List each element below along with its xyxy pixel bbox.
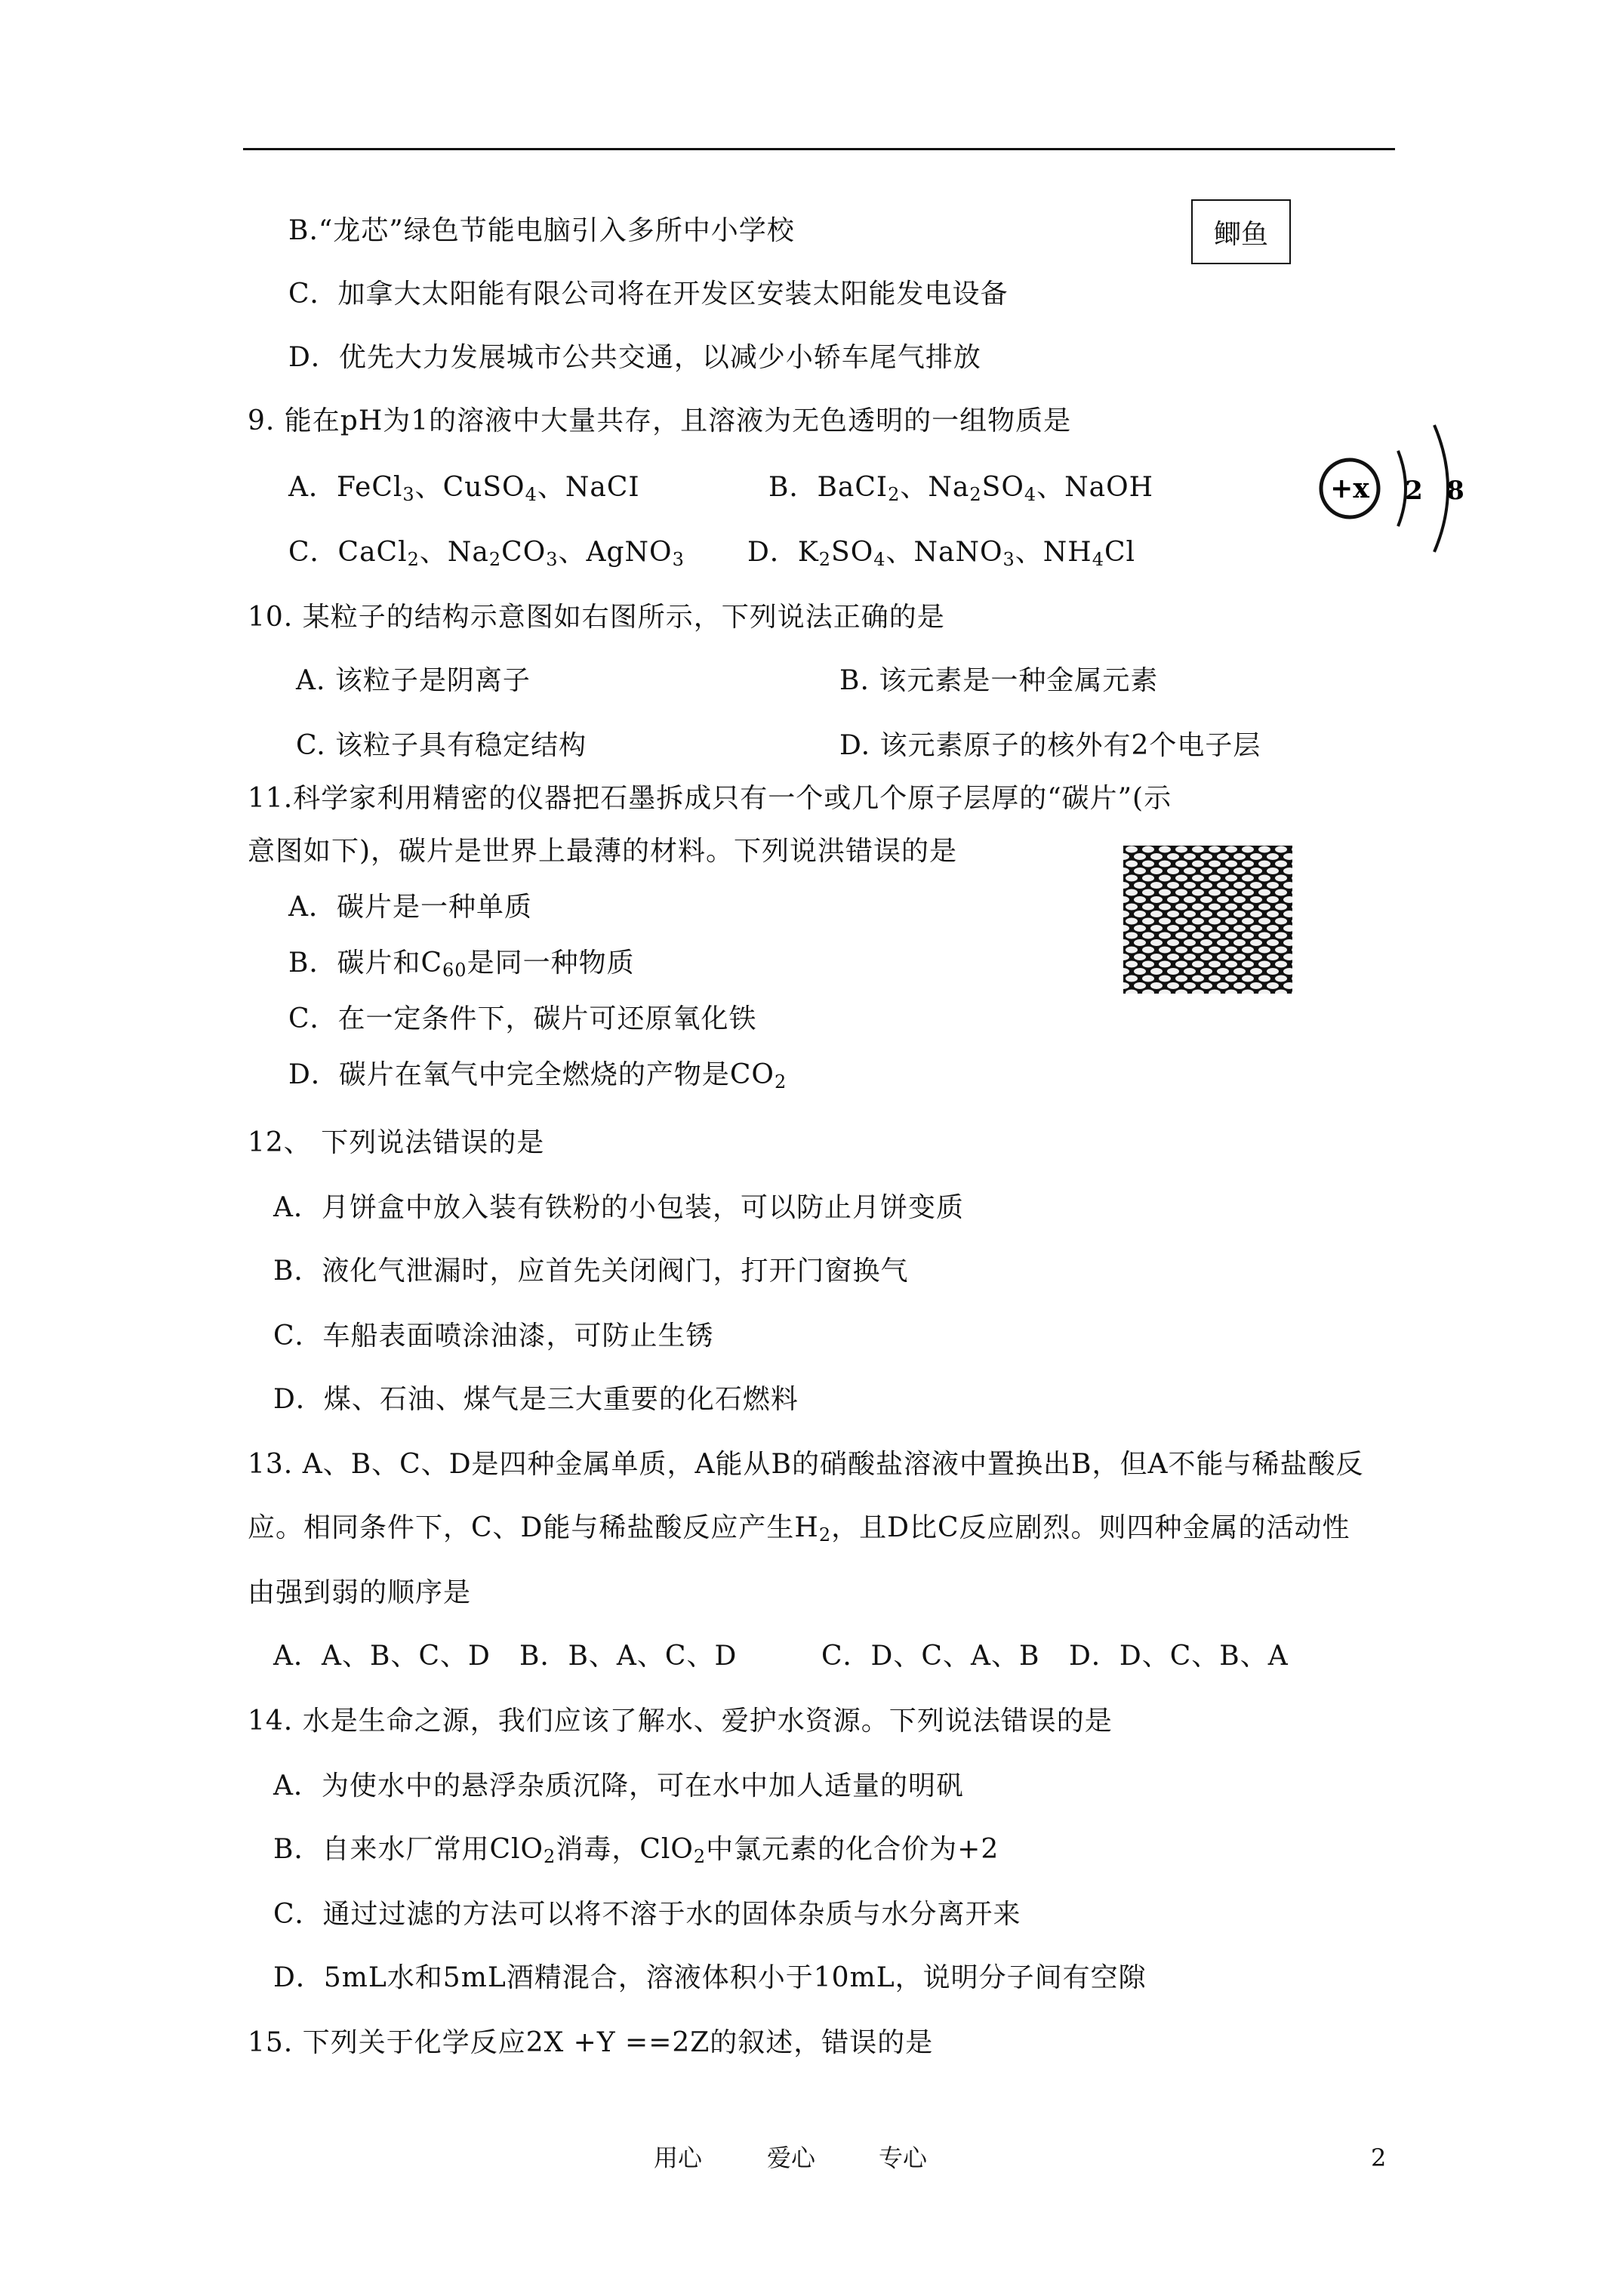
q8-option-c: C．加拿大太阳能有限公司将在开发区安装太阳能发电设备 [288,279,1009,310]
q11-option-a: A．碳片是一种单质 [288,892,532,923]
q9-option-a: A．FeCl$_3$、CuSO$_4$、NaCI [288,472,640,505]
shell-2-electrons: 8 [1446,476,1464,506]
q11-option-b: B．碳片和$C_{60}$是同一种物质 [288,948,635,981]
q11-option-d: D．碳片在氧气中完全燃烧的产物是$CO_2$ [288,1059,787,1093]
q12-option-b: B．液化气泄漏时，应首先关闭阀门，打开门窗换气 [273,1256,909,1287]
q13-option-a: A．A、B、C、D [273,1641,491,1672]
q9-option-d: D．$K_2SO_4$、NaNO$_3$、$NH_4Cl$ [747,537,1136,570]
q15-stem: 15. 下列关于化学反应2X +Y ==2Z的叙述，错误的是 [248,2027,934,2058]
q13-stem-line1: 13. A、B、C、D是四种金属单质，A能从B的硝酸盐溶液中置换出B，但A不能与稀盐酸反 [248,1449,1364,1480]
q14-option-b: B．自来水厂常用ClO$_2$消毒，ClO$_2$中氯元素的化合价为+2 [273,1834,999,1867]
q9-option-b: B．BaCI$_2$、$Na_2SO_4$、NaOH [768,472,1154,505]
q12-option-a: A．月饼盒中放入装有铁粉的小包装，可以防止月饼变质 [273,1192,964,1223]
nucleus-label: +x [1330,473,1369,504]
q8-option-d: D．优先大力发展城市公共交通，以减少小轿车尾气排放 [288,342,981,373]
shell-1-electrons: 2 [1405,476,1423,506]
graphene-image [1123,846,1292,994]
q12-stem: 12、 下列说法错误的是 [248,1127,545,1158]
q10-option-c: C. 该粒子具有稳定结构 [296,730,587,761]
side-box [1191,199,1291,264]
q10-option-b: B. 该元素是一种金属元素 [839,665,1159,696]
q11-option-c: C．在一定条件下，碳片可还原氧化铁 [288,1003,757,1034]
page-number: 2 [1371,2143,1387,2172]
q11-stem-line1: 11.科学家利用精密的仪器把石墨拆成只有一个或几个原子层厚的“碳片”(示 [248,783,1172,814]
q13-option-b: B．B、A、C、D [519,1641,738,1672]
q13-stem-line2: 应。相同条件下，C、D能与稀盐酸反应产生$H_2$，且D比C反应剧烈。则四种金属的活动性 [248,1512,1350,1546]
q10-option-d: D. 该元素原子的核外有2个电子层 [839,730,1261,761]
footer-word-3: 专心 [879,2143,928,2172]
atom-structure-diagram [1313,411,1487,562]
q10-stem: 10. 某粒子的结构示意图如右图所示，下列说法正确的是 [248,602,945,633]
q14-option-a: A．为使水中的悬浮杂质沉降，可在水中加人适量的明矾 [273,1771,964,1801]
q9-stem: 9. 能在pH为1的溶液中大量共存，且溶液为无色透明的一组物质是 [248,405,1072,436]
q12-option-d: D．煤、石油、煤气是三大重要的化石燃料 [273,1384,799,1415]
footer-word-1: 用心 [654,2143,703,2172]
q8-option-b: B.“龙芯”绿色节能电脑引入多所中小学校 [288,215,795,246]
header-rule [243,148,1395,150]
q14-stem: 14. 水是生命之源，我们应该了解水、爱护水资源。下列说法错误的是 [248,1706,1113,1737]
q10-option-a: A. 该粒子是阴离子 [296,665,531,696]
q13-option-d: D．D、C、B、A [1069,1641,1289,1672]
side-box-text: 鲫鱼 [1213,218,1268,250]
q11-stem-line2: 意图如下)，碳片是世界上最薄的材料。下列说洪错误的是 [248,836,958,867]
q14-option-d: D．5mL水和5mL酒精混合，溶液体积小于10mL，说明分子间有空隙 [273,1962,1147,1993]
q14-option-c: C．通过过滤的方法可以将不溶于水的固体杂质与水分离开来 [273,1899,1021,1930]
q13-stem-line3: 由强到弱的顺序是 [248,1577,472,1608]
q9-option-c: C．CaCl$_2$、$Na_2CO_3$、AgNO$_3$ [288,537,685,570]
footer-word-2: 爱心 [767,2143,816,2172]
q13-option-c: C．D、C、A、B [821,1641,1040,1672]
q12-option-c: C．车船表面喷涂油漆，可防止生锈 [273,1321,714,1351]
